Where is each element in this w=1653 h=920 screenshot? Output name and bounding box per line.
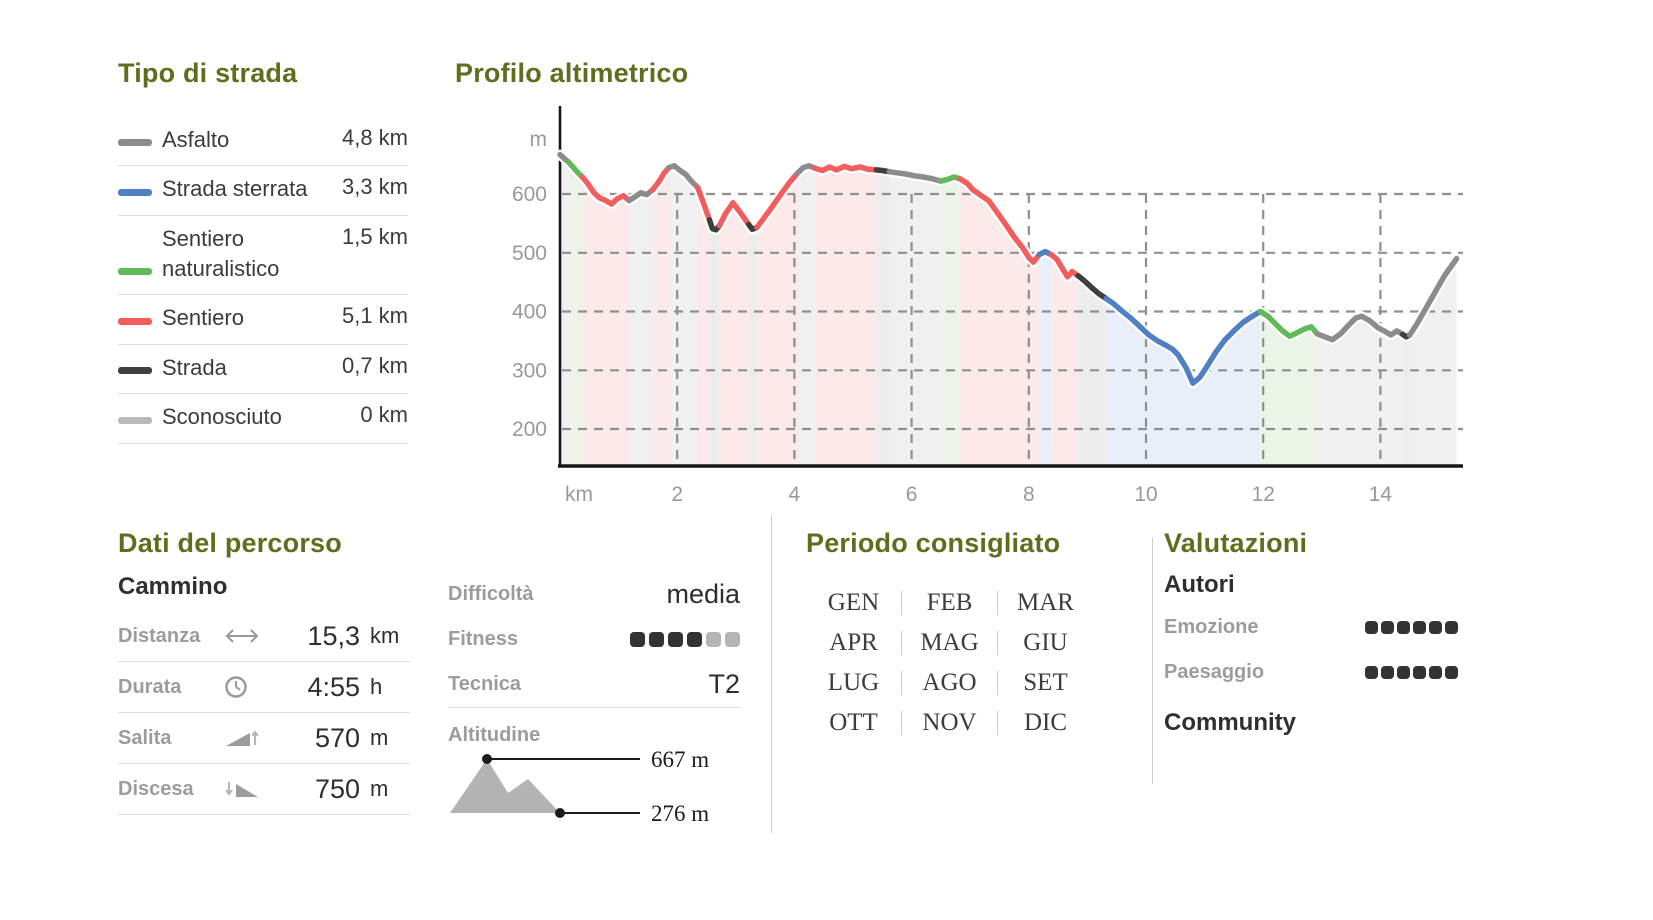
altitude-range-graphic [448, 751, 740, 823]
rating-dot [1365, 666, 1378, 679]
legend-item-value: 4,8 km [341, 125, 408, 150]
period-title: Periodo consigliato [806, 528, 1061, 558]
legend-item-label: Sentiero [162, 305, 244, 331]
legend-item-value: 0,7 km [341, 352, 408, 378]
x-tick-label: 6 [905, 483, 918, 506]
months-grid [806, 583, 1112, 743]
x-tick-label: 12 [1251, 483, 1275, 506]
x-tick-label: 2 [671, 483, 684, 506]
legend-item-label: Sentiero naturalistico [162, 225, 280, 282]
legend-color-swatch [118, 189, 152, 196]
legend-row [118, 345, 408, 394]
difficulty-value: media [666, 579, 740, 609]
legend-item-value: 0 km [360, 402, 408, 428]
y-tick-label: 400 [511, 300, 547, 324]
route-details-section [448, 572, 740, 828]
elevation-area-fills [560, 155, 1457, 464]
route-row-label: Salita [118, 726, 172, 749]
rating-dots [1365, 666, 1458, 679]
min-altitude-dot [555, 808, 565, 818]
rating-row-label: Emozione [1164, 616, 1259, 638]
route-title: Dati del percorso [118, 528, 342, 558]
month-badge: MAG [920, 629, 979, 656]
legend-item-label: Strada sterrata [162, 176, 308, 202]
rating-dot [1397, 621, 1410, 634]
community-subhead: Community [1164, 709, 1296, 736]
rating-rows [1164, 605, 1458, 695]
route-data-row [118, 662, 410, 713]
legend-color-swatch [118, 139, 152, 146]
rating-dot [1445, 666, 1458, 679]
ratings-title: Valutazioni [1164, 528, 1308, 558]
legend-item-label: Sconosciuto [162, 404, 282, 430]
route-data-row [118, 713, 410, 764]
route-row-value: 4:55 [307, 671, 360, 702]
authors-subhead: Autori [1164, 571, 1235, 598]
chart-title: Profilo altimetrico [455, 58, 689, 88]
legend-row [118, 394, 408, 443]
rating-dot [1397, 666, 1410, 679]
x-tick-label: 14 [1368, 483, 1393, 506]
month-badge: DIC [1023, 709, 1068, 736]
month-badge: FEB [926, 589, 973, 616]
route-row-unit: m [370, 776, 389, 801]
area-fill-naturalistico [941, 177, 960, 464]
area-fill-asfalto [629, 190, 653, 464]
mountain-icon [450, 759, 560, 813]
month-badge: LUG [827, 669, 880, 696]
area-fill-asfalto [889, 172, 941, 464]
fitness-label: Fitness [448, 628, 519, 650]
legend-item-value: 1,5 km [341, 223, 408, 249]
elevation-profile-chart [455, 98, 1470, 518]
months-row [806, 623, 1112, 663]
section-divider [771, 515, 772, 833]
fitness-dot [630, 632, 645, 647]
legend-item-label: Strada [162, 354, 227, 380]
y-tick-label: 500 [511, 241, 547, 265]
area-fill-sentiero [1051, 255, 1078, 465]
month-badge: SET [1023, 669, 1068, 696]
month-badge: MAR [1017, 589, 1074, 616]
month-badge: GIU [1023, 629, 1068, 656]
rating-dot [1413, 621, 1426, 634]
rating-dot [1381, 621, 1394, 634]
area-fill-strada [1403, 334, 1410, 464]
area-fill-sterrata [1039, 252, 1051, 464]
rating-dot [1381, 666, 1394, 679]
route-row-value: 570 [314, 722, 360, 753]
month-badge: NOV [922, 709, 977, 736]
x-tick-label: 4 [788, 483, 801, 506]
route-subtitle: Cammino [118, 573, 228, 600]
legend-item-value: 3,3 km [341, 174, 408, 200]
x-axis-unit-label: km [565, 483, 593, 506]
difficulty-label: Difficoltà [448, 583, 534, 605]
altitude-label: Altitudine [448, 724, 541, 746]
fitness-row [448, 617, 740, 662]
legend-row [118, 216, 408, 296]
max-altitude-dot [482, 754, 492, 764]
area-fill-naturalistico [569, 162, 583, 464]
legend-item-label: Asfalto [162, 127, 230, 152]
area-fill-sentiero [815, 166, 877, 464]
section-divider [1152, 538, 1153, 784]
route-row-unit: h [370, 674, 383, 699]
distance-arrows-icon [224, 626, 270, 646]
fitness-rating-dots [630, 632, 740, 647]
month-badge: OTT [829, 709, 878, 736]
difficulty-row [448, 572, 740, 617]
legend-row [118, 166, 408, 215]
route-row-label: Discesa [118, 777, 194, 800]
technique-label: Tecnica [448, 673, 521, 695]
area-fill-asfalto [560, 155, 569, 464]
clock-icon [224, 675, 270, 699]
months-row [806, 663, 1112, 703]
legend-color-swatch [118, 417, 152, 424]
legend-item-value: 5,1 km [341, 303, 408, 329]
y-tick-label: 200 [511, 418, 547, 441]
rating-row-label: Paesaggio [1164, 661, 1265, 683]
x-tick-label: 8 [1022, 483, 1035, 506]
y-tick-label: 600 [511, 183, 547, 206]
rating-dots [1365, 621, 1458, 634]
ascent-icon [224, 727, 270, 749]
legend-color-swatch [118, 268, 152, 275]
area-fill-strada [709, 220, 719, 464]
legend-row [118, 117, 408, 166]
route-row-label: Durata [118, 675, 182, 698]
fitness-dot [725, 632, 740, 647]
route-data-row [118, 764, 410, 815]
min-altitude-value: 276 m [651, 801, 710, 823]
months-row [806, 583, 1112, 623]
route-row-value: 15,3 [307, 620, 360, 651]
rating-dot [1413, 666, 1426, 679]
fitness-dot [687, 632, 702, 647]
area-fill-sentiero [653, 168, 669, 464]
recommended-period-section [806, 528, 1112, 743]
rating-dot [1365, 621, 1378, 634]
technique-value: T2 [708, 669, 740, 699]
legend-color-swatch [118, 318, 152, 325]
area-fill-asfalto [797, 166, 815, 464]
rating-row [1164, 650, 1458, 695]
area-fill-sentiero [719, 203, 748, 464]
ratings-section [1164, 528, 1458, 743]
legend-title: Tipo di strada [118, 58, 298, 88]
fitness-dot [668, 632, 683, 647]
fitness-dot [706, 632, 721, 647]
x-tick-label: 10 [1134, 483, 1158, 506]
technique-row [448, 662, 740, 708]
fitness-dot [649, 632, 664, 647]
route-rows [118, 611, 410, 815]
road-type-legend [118, 58, 408, 444]
descent-icon [224, 778, 270, 800]
rating-dot [1445, 621, 1458, 634]
rating-row [1164, 605, 1458, 650]
route-row-unit: km [370, 623, 400, 648]
route-row-unit: m [370, 725, 389, 750]
y-axis-unit-label: m [529, 128, 547, 151]
rating-dot [1429, 666, 1442, 679]
area-fill-sentiero [582, 177, 629, 464]
route-row-label: Distanza [118, 624, 201, 647]
legend-color-swatch [118, 367, 152, 374]
months-row [806, 703, 1112, 743]
max-altitude-value: 667 m [651, 751, 710, 772]
route-data-section [118, 528, 410, 815]
rating-dot [1429, 621, 1442, 634]
legend-row [118, 295, 408, 344]
route-data-row [118, 611, 410, 662]
month-badge: AGO [922, 669, 977, 696]
elevation-segment-naturalistico [941, 177, 960, 181]
area-fill-strada [876, 170, 889, 464]
area-fill-asfalto [669, 166, 698, 464]
month-badge: GEN [827, 589, 880, 616]
legend-rows [118, 117, 408, 444]
month-badge: APR [829, 629, 878, 656]
y-tick-label: 300 [511, 359, 547, 383]
route-row-value: 750 [314, 773, 360, 804]
